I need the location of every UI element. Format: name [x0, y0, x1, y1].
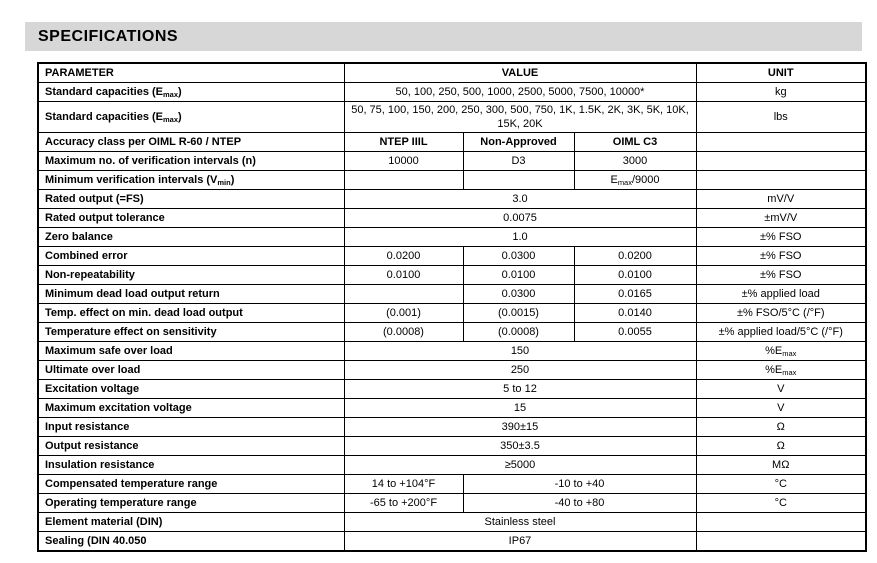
unit-cell: ±% FSO	[696, 228, 866, 247]
param-cell: Minimum dead load output return	[38, 285, 344, 304]
value-cell: -10 to +40	[463, 475, 696, 494]
param-cell: Temperature effect on sensitivity	[38, 323, 344, 342]
unit-cell	[696, 513, 866, 532]
value-cell: 0.0140	[574, 304, 696, 323]
value-cell: NTEP IIIL	[344, 133, 463, 152]
table-row	[38, 133, 866, 152]
table-row	[38, 437, 866, 456]
value-cell: 15	[344, 399, 696, 418]
table-row	[38, 247, 866, 266]
table-row	[38, 532, 866, 552]
value-cell: (0.0008)	[463, 323, 574, 342]
param-cell: Ultimate over load	[38, 361, 344, 380]
table-row	[38, 228, 866, 247]
param-cell: Standard capacities $(E_{max})$	[38, 83, 344, 102]
unit-cell	[696, 171, 866, 190]
table-row	[38, 152, 866, 171]
param-cell: Excitation voltage	[38, 380, 344, 399]
value-cell: (0.0015)	[463, 304, 574, 323]
table-row	[38, 342, 866, 361]
value-cell: 0.0055	[574, 323, 696, 342]
table-row	[38, 83, 866, 102]
unit-cell: mV/V	[696, 190, 866, 209]
param-cell: Operating temperature range	[38, 494, 344, 513]
table-row	[38, 513, 866, 532]
param-cell: Input resistance	[38, 418, 344, 437]
unit-cell	[696, 152, 866, 171]
table-row	[38, 266, 866, 285]
section-title-bar	[25, 22, 862, 51]
table-row	[38, 304, 866, 323]
param-cell: Maximum safe over load	[38, 342, 344, 361]
table-row	[38, 190, 866, 209]
param-cell: Rated output tolerance	[38, 209, 344, 228]
value-cell: 3000	[574, 152, 696, 171]
table-header-row	[38, 63, 866, 83]
column-header-value: VALUE	[344, 63, 696, 83]
value-cell: 0.0100	[574, 266, 696, 285]
value-cell: 50, 100, 250, 500, 1000, 2500, 5000, 7500, 10000*	[344, 83, 696, 102]
param-cell: Temp. effect on min. dead load output	[38, 304, 344, 323]
value-cell	[344, 171, 463, 190]
param-cell: Combined error	[38, 247, 344, 266]
value-cell: 150	[344, 342, 696, 361]
value-cell: 0.0165	[574, 285, 696, 304]
param-cell: Output resistance	[38, 437, 344, 456]
table-row	[38, 102, 866, 133]
unit-cell: ±% FSO	[696, 247, 866, 266]
value-cell: 0.0300	[463, 247, 574, 266]
param-cell: Maximum no. of verification intervals (n)	[38, 152, 344, 171]
unit-cell	[696, 133, 866, 152]
value-cell: 0.0100	[463, 266, 574, 285]
value-cell: 0.0200	[344, 247, 463, 266]
unit-cell: $\%E_{max}$	[696, 342, 866, 361]
value-cell: 0.0075	[344, 209, 696, 228]
param-cell: Minimum verification intervals $(V_{min})$	[38, 171, 344, 190]
section-title: SPECIFICATIONS	[38, 27, 179, 45]
value-cell: $E_{max}/9000$	[574, 171, 696, 190]
unit-cell: MΩ	[696, 456, 866, 475]
table-row	[38, 361, 866, 380]
unit-cell: V	[696, 380, 866, 399]
param-cell: Standard capacities $(E_{max})$	[38, 102, 344, 133]
unit-cell: Ω	[696, 418, 866, 437]
unit-cell: kg	[696, 83, 866, 102]
value-cell: Non-Approved	[463, 133, 574, 152]
column-header-unit: UNIT	[696, 63, 866, 83]
unit-cell: Ω	[696, 437, 866, 456]
value-cell: (0.0008)	[344, 323, 463, 342]
value-cell: 14 to +104°F	[344, 475, 463, 494]
table-row	[38, 494, 866, 513]
unit-cell: ±% FSO/5°C (/°F)	[696, 304, 866, 323]
table-row	[38, 323, 866, 342]
value-cell: 3.0	[344, 190, 696, 209]
param-cell: Element material (DIN)	[38, 513, 344, 532]
value-cell: IP67	[344, 532, 696, 552]
unit-cell: ±% FSO	[696, 266, 866, 285]
value-cell: 5 to 12	[344, 380, 696, 399]
value-cell: 0.0300	[463, 285, 574, 304]
unit-cell: V	[696, 399, 866, 418]
param-cell: Insulation resistance	[38, 456, 344, 475]
value-cell: 250	[344, 361, 696, 380]
table-row	[38, 285, 866, 304]
value-cell: 390±15	[344, 418, 696, 437]
table-row	[38, 209, 866, 228]
value-cell: ≥5000	[344, 456, 696, 475]
unit-cell	[696, 532, 866, 552]
param-cell: Non-repeatability	[38, 266, 344, 285]
table-header	[38, 63, 866, 83]
table-row	[38, 475, 866, 494]
value-cell: 50, 75, 100, 150, 200, 250, 300, 500, 750, 1K, 1.5K, 2K, 3K, 5K, 10K, 15K, 20K	[344, 102, 696, 133]
table-row	[38, 171, 866, 190]
unit-cell: ±% applied load	[696, 285, 866, 304]
column-header-parameter: PARAMETER	[38, 63, 344, 83]
param-cell: Maximum excitation voltage	[38, 399, 344, 418]
value-cell: 0.0200	[574, 247, 696, 266]
value-cell: D3	[463, 152, 574, 171]
value-cell: 0.0100	[344, 266, 463, 285]
value-cell: -65 to +200°F	[344, 494, 463, 513]
param-cell: Sealing (DIN 40.050	[38, 532, 344, 552]
param-cell: Accuracy class per OIML R-60 / NTEP	[38, 133, 344, 152]
table-row	[38, 418, 866, 437]
value-cell: 350±3.5	[344, 437, 696, 456]
value-cell	[344, 285, 463, 304]
specifications-table	[37, 62, 867, 552]
value-cell: Stainless steel	[344, 513, 696, 532]
param-cell: Rated output (=FS)	[38, 190, 344, 209]
table-row	[38, 380, 866, 399]
value-cell: -40 to +80	[463, 494, 696, 513]
value-cell	[463, 171, 574, 190]
unit-cell: °C	[696, 494, 866, 513]
value-cell: (0.001)	[344, 304, 463, 323]
param-cell: Zero balance	[38, 228, 344, 247]
table-row	[38, 456, 866, 475]
unit-cell: ±mV/V	[696, 209, 866, 228]
unit-cell: °C	[696, 475, 866, 494]
param-cell: Compensated temperature range	[38, 475, 344, 494]
unit-cell: lbs	[696, 102, 866, 133]
table-body	[38, 83, 866, 552]
unit-cell: ±% applied load/5°C (/°F)	[696, 323, 866, 342]
value-cell: 1.0	[344, 228, 696, 247]
value-cell: OIML C3	[574, 133, 696, 152]
table-row	[38, 399, 866, 418]
value-cell: 10000	[344, 152, 463, 171]
unit-cell: $\%E_{max}$	[696, 361, 866, 380]
